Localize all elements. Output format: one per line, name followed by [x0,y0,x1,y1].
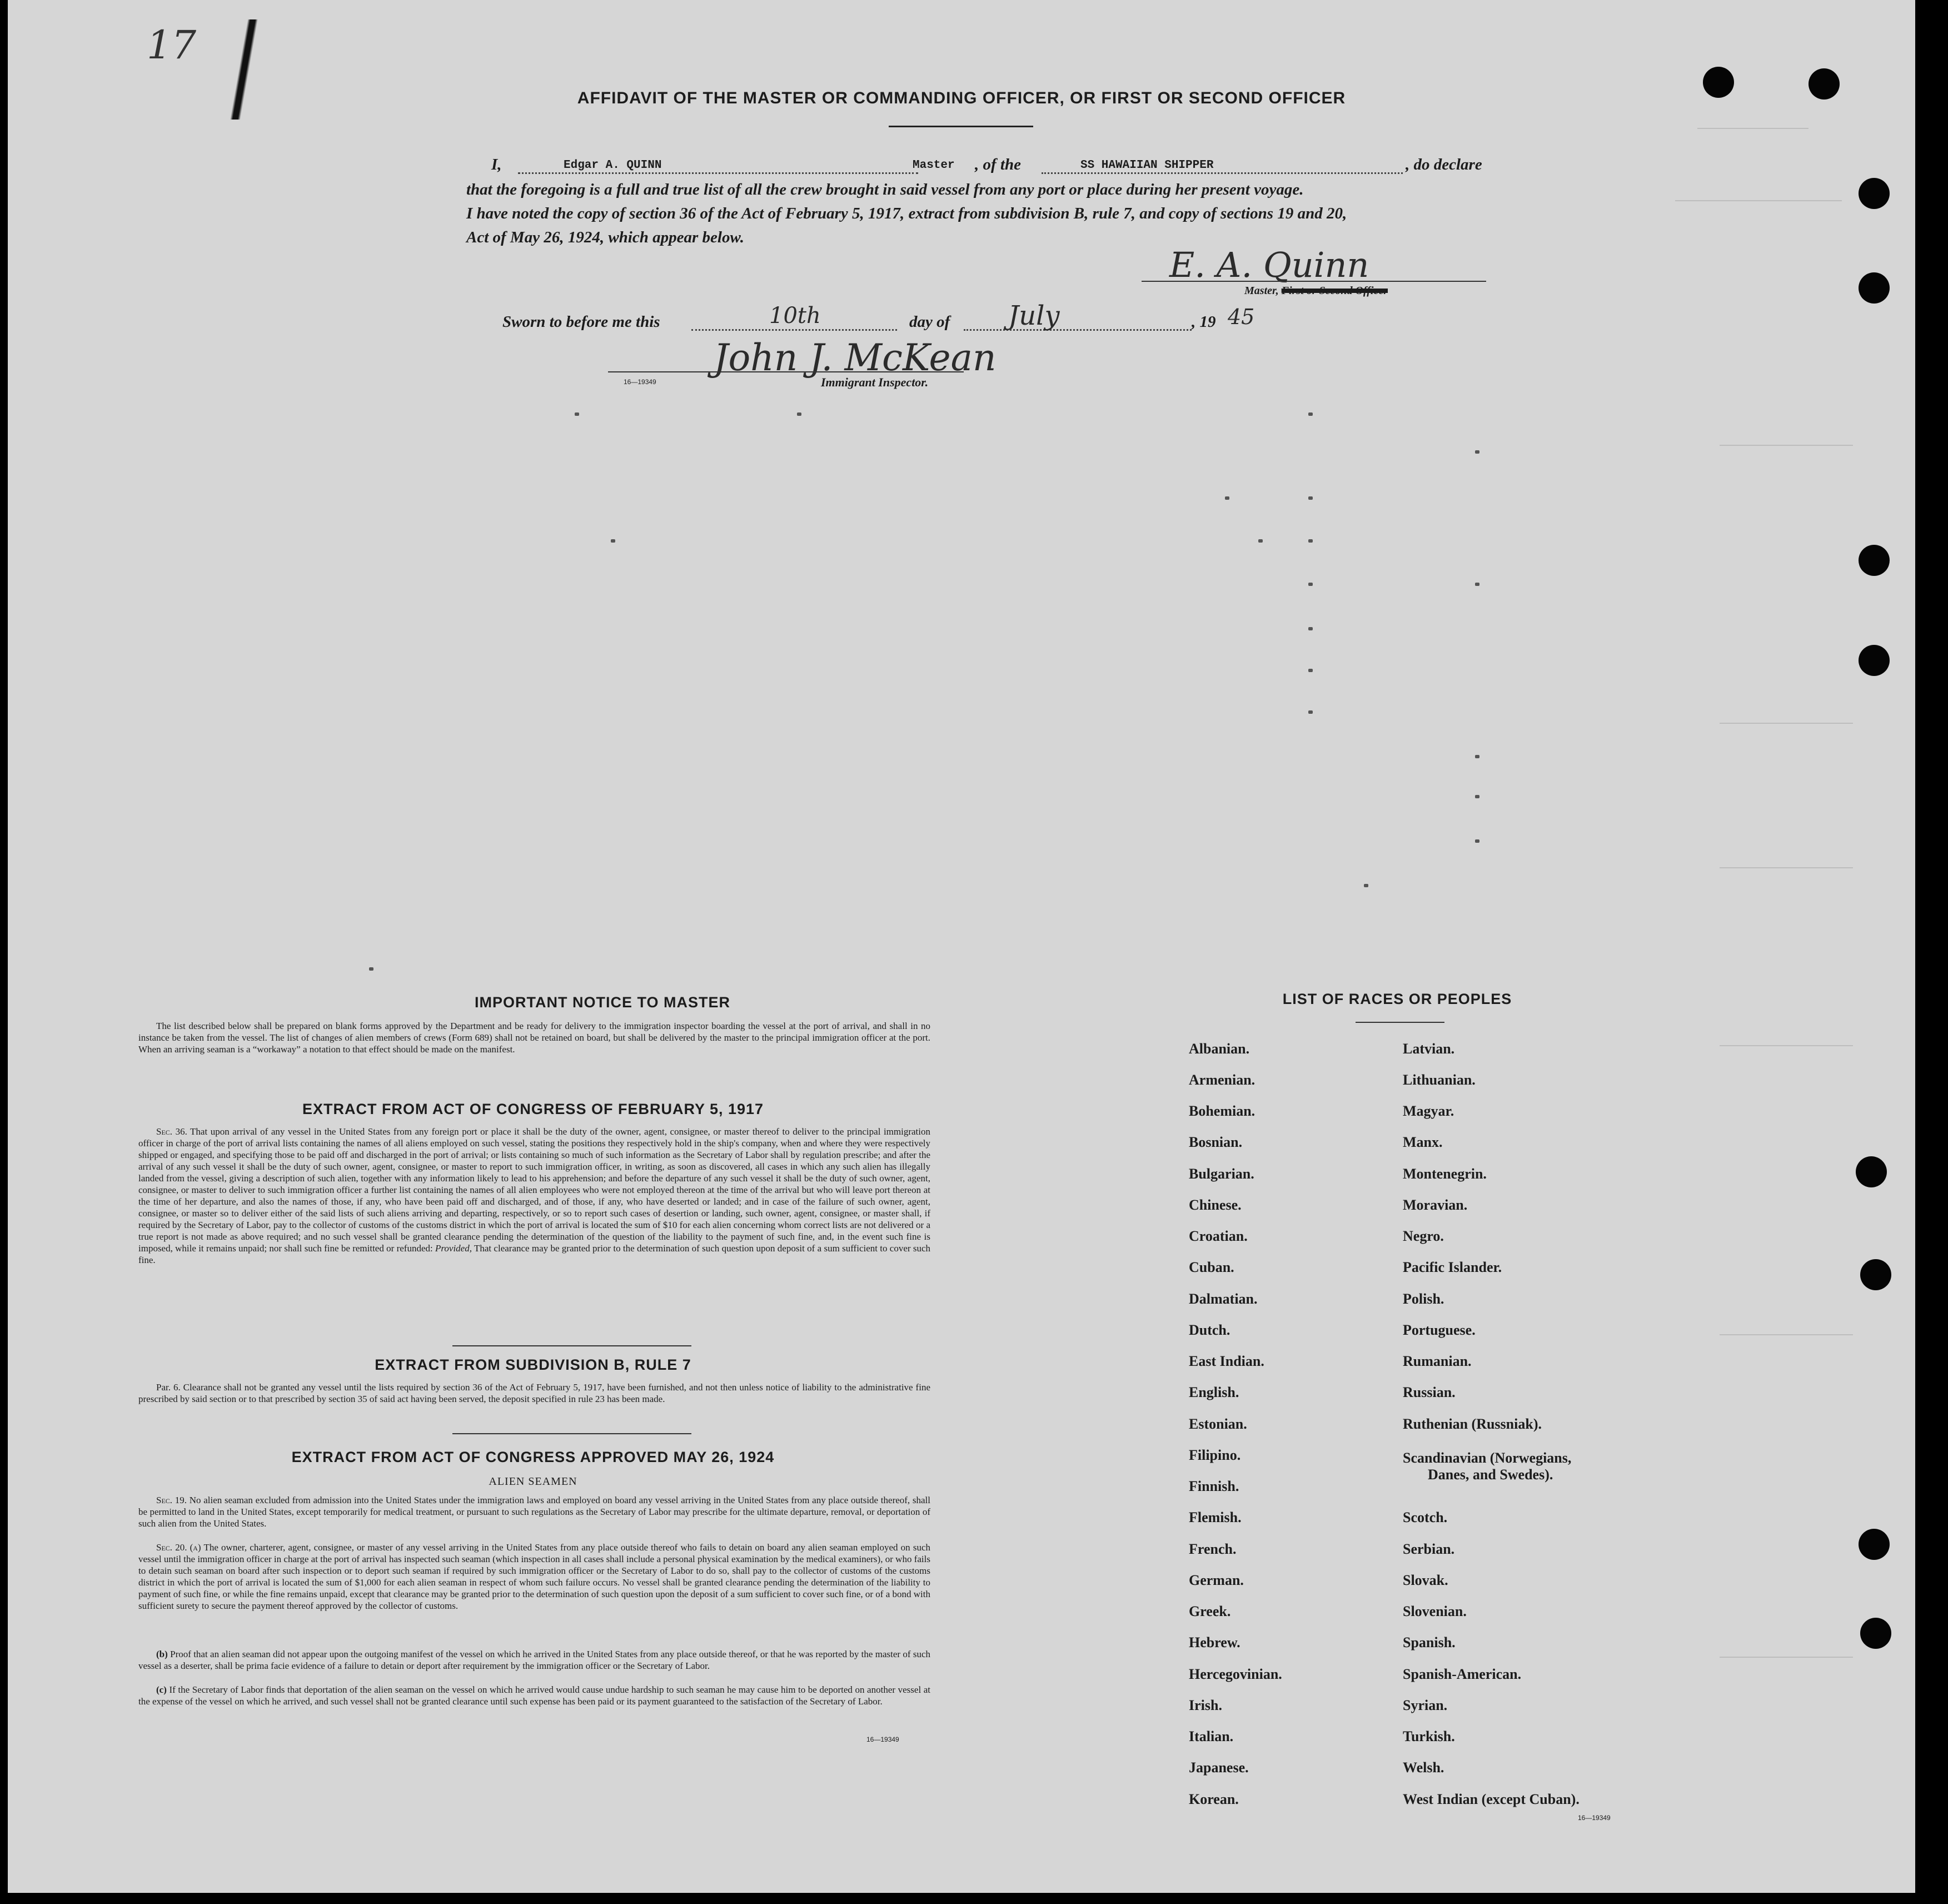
race-item: Korean. [1189,1791,1239,1807]
race-item: Magyar. [1403,1103,1454,1119]
races-form-number: 16—19349 [1578,1814,1611,1822]
day-of-label: day of [909,313,950,331]
extract-1924-title: EXTRACT FROM ACT OF CONGRESS APPROVED MAY 26, 1924 [291,1449,775,1465]
notice-title: IMPORTANT NOTICE TO MASTER [475,994,730,1011]
sec-20c-body: If the Secretary of Labor finds that deportation of the alien seaman on the vessel on which he arrived would cause undue hardship to such seaman he may cause him to be deported on another vessel at the expense of the vessel on which he arrived, and such vessel shall not be granted clearance until such expense has been paid or its payment guaranteed to the satisfaction of the Secretary of Labor. [138,1684,931,1707]
of-the-label: , of the [975,156,1021,173]
inspector-caption: Immigrant Inspector. [821,375,929,389]
race-item: West Indian (except Cuban). [1403,1791,1580,1807]
race-item: Scandinavian (Norwegians, [1403,1450,1572,1466]
master-signature: E. A. Quinn [1169,245,1369,285]
race-item: Albanian. [1189,1041,1250,1057]
race-item: Manx. [1403,1134,1443,1150]
race-item: Spanish. [1403,1634,1456,1651]
affidavit-title: AFFIDAVIT OF THE MASTER OR COMMANDING OFFICER, OR FIRST OR SECOND OFFICER [577,89,1346,107]
race-item: Syrian. [1403,1697,1448,1713]
binder-hole [1860,1259,1891,1290]
sec-20-label: Sec. 20. (a) [156,1542,201,1553]
race-item: Ruthenian (Russniak). [1403,1416,1542,1432]
subdivision-title: EXTRACT FROM SUBDIVISION B, RULE 7 [375,1356,691,1373]
race-item: Croatian. [1189,1228,1248,1244]
master-caption [1244,285,1388,297]
sworn-prefix: Sworn to before me this [502,313,660,331]
race-item: Bulgarian. [1189,1166,1254,1182]
race-item: Filipino. [1189,1447,1241,1463]
sec-36-label: Sec. 36. [156,1126,187,1137]
sec-36-body: That upon arrival of any vessel in the United States from any foreign port or place it shall be the duty of the owner, agent, consignee, or master thereof to deliver to the principal immigration officer in charge of the port of arrival lists containing the names of all aliens employed on such vessel, stating the positions they respectively hold in the ship's company, when and where they were respectively shipped or engaged, and specifying those to be paid off and discharged in the port of arrival; or lists containing so much of such information as the Secretary of Labor shall by regulation prescribe; and after the arrival of any such vessel it shall be the duty of such owner, agent, consignee, or master to report to such immigration officer, in writing, as soon as discovered, all cases in which any such alien has illegally landed from the vessel, giving a description of such alien, together with any information likely to lead to his apprehension; and before the departure of any such vessel it shall be the duty of such owner, agent, consignee, or master to deliver to such immigration officer a further list containing the names of all alien employees who were not employed thereon at the time of the arrival but who will leave port thereon at the time of her departure, and also the names of those, if any, who have been paid off and discharged, and of those, if any, who have deserted or landed; and in case of the failure of such owner, agent, consignee, or master so to deliver either of the said lists of such aliens arriving and departing, respectively, or so to report such cases of desertion or landing, such owner, agent, consignee, or master shall, if required by the Secretary of Labor, pay to the collector of customs of the customs district in which the port of arrival is located the sum of $10 for each alien concerning whom correct lists are not delivered or a true report is not made as above required; and no such vessel shall be granted clearance pending the determination of the question of the liability to the payment of such fine, and, in the event such fine is imposed, while it remains unpaid; nor shall such fine be remitted or refunded: [138,1126,930,1254]
sec-36-tail: That clearance may be granted prior to the determination of such question upon deposit of a sum sufficient to cover such fine. [138,1243,930,1265]
sec-19-text [138,1494,930,1529]
race-item: Italian. [1189,1728,1234,1744]
c-label: (c) [156,1684,167,1695]
binder-hole [1859,178,1890,209]
vessel-name: SS HAWAIIAN SHIPPER [1080,159,1214,172]
race-item: Scotch. [1403,1509,1448,1525]
extract-form-number: 16—19349 [866,1736,899,1743]
sec-20b-text [138,1648,930,1672]
master-caption-struck: First or Second Officer [1281,285,1388,297]
race-item: Japanese. [1189,1759,1249,1776]
race-item: Dalmatian. [1189,1291,1258,1307]
master-name: Edgar A. QUINN [564,159,662,172]
race-item: Finnish. [1189,1478,1239,1494]
race-item: Turkish. [1403,1728,1455,1744]
race-item: Latvian. [1403,1041,1455,1057]
provided-label: Provided, [435,1243,472,1254]
race-item: Portuguese. [1403,1322,1476,1338]
master-rank: Master [913,159,955,172]
sworn-year: 45 [1228,305,1255,329]
race-item: Greek. [1189,1603,1231,1619]
subdivision-text: Par. 6. Clearance shall not be granted any vessel until the lists required by section 36 of the Act of February 5, 1917, have been furnished, and not then unless notice of liability to the administrative fine prescribed by said section or to that prescribed by section 35 of said act having been served, the deposit specified in rule 23 has been made. [138,1382,930,1404]
page-number-mark: 17 [147,22,197,68]
race-item: Bosnian. [1189,1134,1243,1150]
race-item: Negro. [1403,1228,1444,1244]
alien-seamen-subtitle: ALIEN SEAMEN [489,1475,577,1488]
master-caption-label: Master, [1244,285,1282,297]
race-item: German. [1189,1572,1244,1588]
binder-hole [1859,545,1890,576]
races-title: LIST OF RACES OR PEOPLES [1282,991,1512,1007]
notice-text: The list described below shall be prepared on blank forms approved by the Department and be ready for delivery to the immigration inspector boarding the vessel at the port of arrival, and shall in no instance be taken from the vessel. The list of changes of alien members of crews (Form 689) shall not be retained on board, but shall be delivered by the master to the principal immigration officer at the port. When an arriving seaman is a “workaway” a notation to that effect should be made on the manifest. [138,1021,930,1055]
sworn-month: July [1008,300,1060,331]
binder-hole [1859,645,1890,676]
race-item: Slovak. [1403,1572,1448,1588]
sec-19-body: No alien seaman excluded from admission into the United States under the immigration laws and employed on board any vessel arriving in the United States from any place outside thereof, shall be permitted to land in the United States, except temporarily for medical treatment, or pursuant to such regulations as the Secretary of Labor may prescribe for the ultimate departure, removal, or deportation of such alien from the United States. [138,1495,930,1529]
do-declare-label: , do declare [1406,156,1482,173]
affidavit-line-4: Act of May 26, 1924, which appear below. [466,228,744,246]
sec-20a-body: The owner, charterer, agent, consignee, or master of any vessel arriving in the United States from any place outside thereof who fails to detain on board any alien seaman employed on such vessel until the immigration officer in charge at the port of arrival has inspected such seaman (which inspection in all cases shall include a personal physical examination by the medical examiners), or who fails to detain such seaman on board after such inspection or to deport such seaman if required by such immigration officer or the Secretary of Labor to do so, shall pay to the collector of customs of the customs district in which the port of arrival is located the sum of $1,000 for each alien seaman in respect of whom such failure occurs. No vessel shall be granted clearance pending the determination of the liability to payment of such fine, or while the fine remains unpaid, except that clearance may be granted prior to the determination of such question upon the deposit of a sum sufficient to cover such fine, or of a bond with sufficient surety to secure the payment thereof approved by the collector of customs. [138,1542,930,1611]
race-item: Chinese. [1189,1197,1242,1213]
race-item: French. [1189,1541,1237,1557]
binder-hole [1859,272,1890,304]
affidavit-pronoun: I, [491,156,502,173]
race-item: Welsh. [1403,1759,1444,1776]
extract-1917-title: EXTRACT FROM ACT OF CONGRESS OF FEBRUARY 5, 1917 [302,1101,764,1117]
race-item: Lithuanian. [1403,1072,1476,1088]
b-label: (b) [156,1649,168,1659]
race-item: Rumanian. [1403,1353,1472,1369]
race-item: Bohemian. [1189,1103,1256,1119]
race-item: Polish. [1403,1291,1444,1307]
sec-19-label: Sec. 19. [156,1495,187,1505]
race-item: Armenian. [1189,1072,1256,1088]
sec-20a-text [138,1542,930,1612]
binder-hole [1860,1618,1891,1649]
race-item: Montenegrin. [1403,1166,1487,1182]
race-item: Serbian. [1403,1541,1455,1557]
sworn-day: 10th [769,303,821,329]
race-item: Estonian. [1189,1416,1247,1432]
affidavit-form-number: 16—19349 [624,378,656,386]
race-item: Slovenian. [1403,1603,1467,1619]
sworn-year-prefix: , 19 [1192,313,1216,331]
sec-20b-body: Proof that an alien seaman did not appear upon the outgoing manifest of the vessel on which he arrived in the United States from any place outside thereof, or that he was reported by the master of such vessel as a deserter, shall be prima facie evidence of a failure to detain or deport after requirement by the immigration officer or the Secretary of Labor. [138,1649,931,1671]
race-item: Pacific Islander. [1403,1259,1502,1275]
race-item: Russian. [1403,1384,1456,1400]
affidavit-line-3: I have noted the copy of section 36 of the Act of February 5, 1917, extract from subdivision B, rule 7, and copy of sections 19 and 20, [466,205,1347,222]
race-item: Flemish. [1189,1509,1242,1525]
binder-hole [1859,1529,1890,1560]
race-item: Cuban. [1189,1259,1234,1275]
race-item: Hebrew. [1189,1634,1240,1651]
race-item-continuation: Danes, and Swedes). [1428,1466,1553,1483]
document-page [8,0,1915,1893]
binder-hole [1856,1156,1887,1187]
affidavit-line-2: that the foregoing is a full and true list of all the crew brought in said vessel from any port or place during her present voyage. [466,181,1304,198]
sec-20c-text [138,1684,930,1707]
race-item: English. [1189,1384,1239,1400]
inspector-signature: John J. McKean [714,336,997,379]
race-item: Spanish-American. [1403,1666,1522,1682]
race-item: Hercegovinian. [1189,1666,1282,1682]
race-item: Irish. [1189,1697,1222,1713]
race-item: East Indian. [1189,1353,1264,1369]
race-item: Dutch. [1189,1322,1230,1338]
race-item: Moravian. [1403,1197,1468,1213]
extract-1917-text [138,1126,930,1266]
